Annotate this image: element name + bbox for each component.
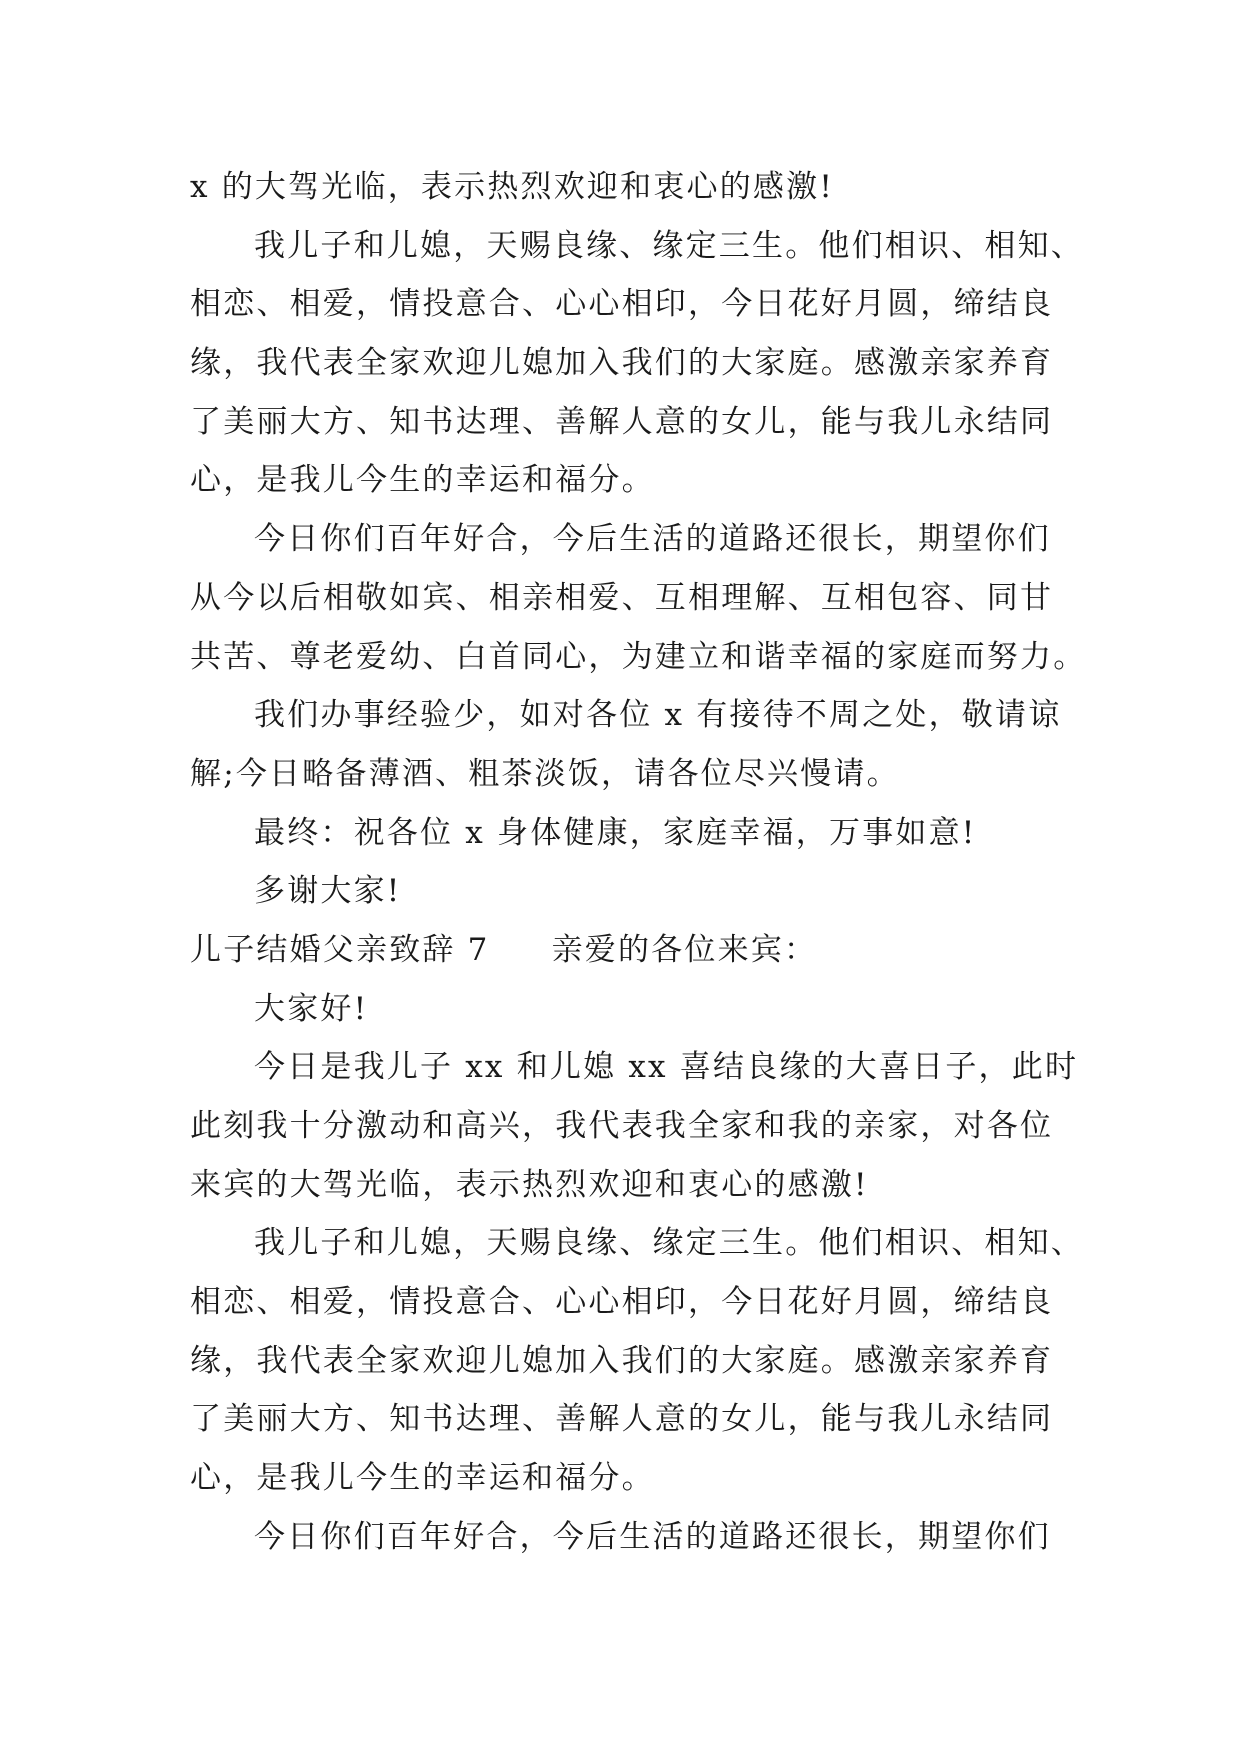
- section-heading-line: [190, 921, 1056, 980]
- speech-text-part-1: [190, 158, 1087, 921]
- text-line: 了美丽大方、知书达理、善解人意的女儿，能与我儿永结同: [190, 403, 1054, 440]
- text-line: 大家好!: [254, 990, 369, 1027]
- section-title: 儿子结婚父亲致辞 7: [190, 931, 490, 968]
- text-line: 今日你们百年好合，今后生活的道路还很长，期望你们: [254, 1518, 1051, 1555]
- text-line: 多谢大家!: [254, 873, 402, 910]
- text-line: 解;今日略备薄酒、粗茶淡饭，请各位尽兴慢请。: [190, 755, 900, 792]
- document-body: [190, 158, 1087, 1567]
- text-line: 我们办事经验少，如对各位 x 有接待不周之处，敬请谅: [254, 697, 1062, 734]
- text-line: 我儿子和儿媳，天赐良缘、缘定三生。他们相识、相知、: [254, 1225, 1084, 1262]
- text-line: 心，是我儿今生的幸运和福分。: [190, 462, 655, 499]
- text-line: 共苦、尊老爱幼、白首同心，为建立和谐幸福的家庭而努力。: [190, 638, 1087, 675]
- text-line: 来宾的大驾光临，表示热烈欢迎和衷心的感激!: [190, 1166, 869, 1203]
- speech-text-part-2: [190, 980, 1084, 1567]
- text-line: 缘，我代表全家欢迎儿媳加入我们的大家庭。感激亲家养育: [190, 1342, 1054, 1379]
- salutation: 亲爱的各位来宾：: [551, 931, 818, 968]
- text-line: 此刻我十分激动和高兴，我代表我全家和我的亲家，对各位: [190, 1108, 1054, 1144]
- text-line: x 的大驾光临，表示热烈欢迎和衷心的感激!: [190, 169, 834, 205]
- text-line: 最终：祝各位 x 身体健康，家庭幸福，万事如意!: [254, 814, 977, 851]
- text-line: 了美丽大方、知书达理、善解人意的女儿，能与我儿永结同: [190, 1401, 1054, 1438]
- text-line: 相恋、相爱，情投意合、心心相印，今日花好月圆，缔结良: [190, 286, 1054, 323]
- text-line: 相恋、相爱，情投意合、心心相印，今日花好月圆，缔结良: [190, 1284, 1054, 1321]
- text-line: 心，是我儿今生的幸运和福分。: [190, 1460, 655, 1497]
- text-line: 我儿子和儿媳，天赐良缘、缘定三生。他们相识、相知、: [254, 227, 1084, 264]
- text-line: 从今以后相敬如宾、相亲相爱、互相理解、互相包容、同甘: [190, 579, 1054, 616]
- text-line: 今日是我儿子 xx 和儿媳 xx 喜结良缘的大喜日子，此时: [254, 1049, 1079, 1086]
- text-line: 今日你们百年好合，今后生活的道路还很长，期望你们: [254, 521, 1051, 558]
- text-line: 缘，我代表全家欢迎儿媳加入我们的大家庭。感激亲家养育: [190, 345, 1054, 382]
